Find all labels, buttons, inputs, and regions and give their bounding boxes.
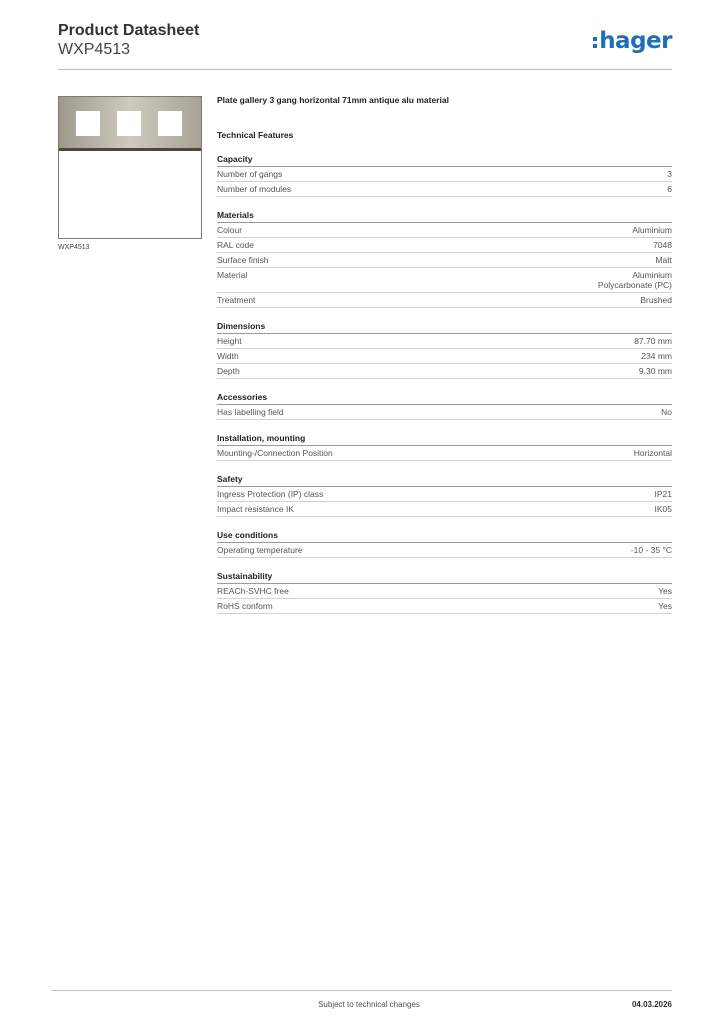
spec-value: No (661, 407, 672, 417)
spec-label: Ingress Protection (IP) class (217, 489, 324, 499)
plate-window-3 (158, 111, 182, 136)
spec-row (217, 167, 672, 182)
spec-row (217, 405, 672, 420)
section-title: Installation, mounting (217, 433, 672, 446)
spec-sections (217, 154, 672, 614)
section-title: Safety (217, 474, 672, 487)
spec-value: 3 (667, 169, 672, 179)
spec-section (217, 571, 672, 614)
spec-row (217, 334, 672, 349)
spec-label: Impact resistance IK (217, 504, 295, 514)
spec-value: Matt (655, 255, 672, 265)
spec-section (217, 154, 672, 197)
footer-note: Subject to technical changes (318, 1000, 420, 1009)
spec-row (217, 293, 672, 308)
spec-row (217, 238, 672, 253)
spec-value: Aluminium Polycarbonate (PC) (597, 270, 672, 290)
spec-row (217, 253, 672, 268)
spec-value: IP21 (654, 489, 672, 499)
product-code: WXP4513 (58, 41, 131, 58)
spec-row (217, 502, 672, 517)
spec-section (217, 474, 672, 517)
product-image (58, 96, 202, 239)
technical-features-title: Technical Features (217, 130, 294, 140)
spec-label: REACh-SVHC free (217, 586, 289, 596)
spec-row (217, 182, 672, 197)
spec-value: Horizontal (633, 448, 672, 458)
spec-row (217, 364, 672, 379)
section-title: Dimensions (217, 321, 672, 334)
spec-label: Depth (217, 366, 240, 376)
spec-value: -10 - 35 °C (630, 545, 672, 555)
spec-row (217, 349, 672, 364)
plate-window-2 (117, 111, 141, 136)
spec-row (217, 268, 672, 293)
spec-label: Mounting-/Connection Position (217, 448, 333, 458)
section-title: Use conditions (217, 530, 672, 543)
spec-row (217, 584, 672, 599)
document-title: Product Datasheet (58, 22, 200, 39)
spec-row (217, 487, 672, 502)
spec-value: IK05 (654, 504, 672, 514)
section-title: Accessories (217, 392, 672, 405)
spec-row (217, 599, 672, 614)
spec-section (217, 210, 672, 308)
image-caption: WXP4513 (58, 244, 90, 251)
spec-label: Width (217, 351, 239, 361)
plate-window-1 (76, 111, 100, 136)
spec-value: Aluminium (632, 225, 672, 235)
spec-label: Height (217, 336, 242, 346)
spec-label: Operating temperature (217, 545, 303, 555)
spec-value: 87.70 mm (634, 336, 672, 346)
spec-row (217, 223, 672, 238)
spec-value: 9.30 mm (638, 366, 672, 376)
spec-value: Brushed (640, 295, 672, 305)
spec-row (217, 446, 672, 461)
page-footer (52, 990, 672, 1014)
spec-section (217, 321, 672, 379)
spec-label: Material (217, 270, 248, 280)
spec-section (217, 530, 672, 558)
spec-label: Surface finish (217, 255, 269, 265)
spec-label: RAL code (217, 240, 255, 250)
spec-label: Treatment (217, 295, 256, 305)
spec-section (217, 392, 672, 420)
spec-row (217, 543, 672, 558)
hager-logo (593, 28, 672, 54)
spec-label: Number of gangs (217, 169, 283, 179)
section-title: Capacity (217, 154, 672, 167)
spec-label: Has labelling field (217, 407, 284, 417)
product-description: Plate gallery 3 gang horizontal 71mm antique alu material (217, 95, 449, 105)
spec-label: RoHS conform (217, 601, 273, 611)
spec-value: Yes (658, 601, 672, 611)
spec-value: 6 (667, 184, 672, 194)
spec-section (217, 433, 672, 461)
section-title: Sustainability (217, 571, 672, 584)
spec-content (217, 95, 672, 614)
logo-text: hager (599, 28, 672, 54)
plate-edge (59, 148, 201, 151)
spec-value: 7048 (653, 240, 672, 250)
section-title: Materials (217, 210, 672, 223)
spec-label: Number of modules (217, 184, 292, 194)
logo-dots-icon (593, 37, 597, 48)
spec-value: Yes (658, 586, 672, 596)
spec-label: Colour (217, 225, 243, 235)
footer-date: 04.03.2026 (631, 1000, 672, 1009)
plate-illustration (59, 97, 201, 238)
spec-value: 234 mm (641, 351, 672, 361)
page-header (58, 22, 672, 70)
